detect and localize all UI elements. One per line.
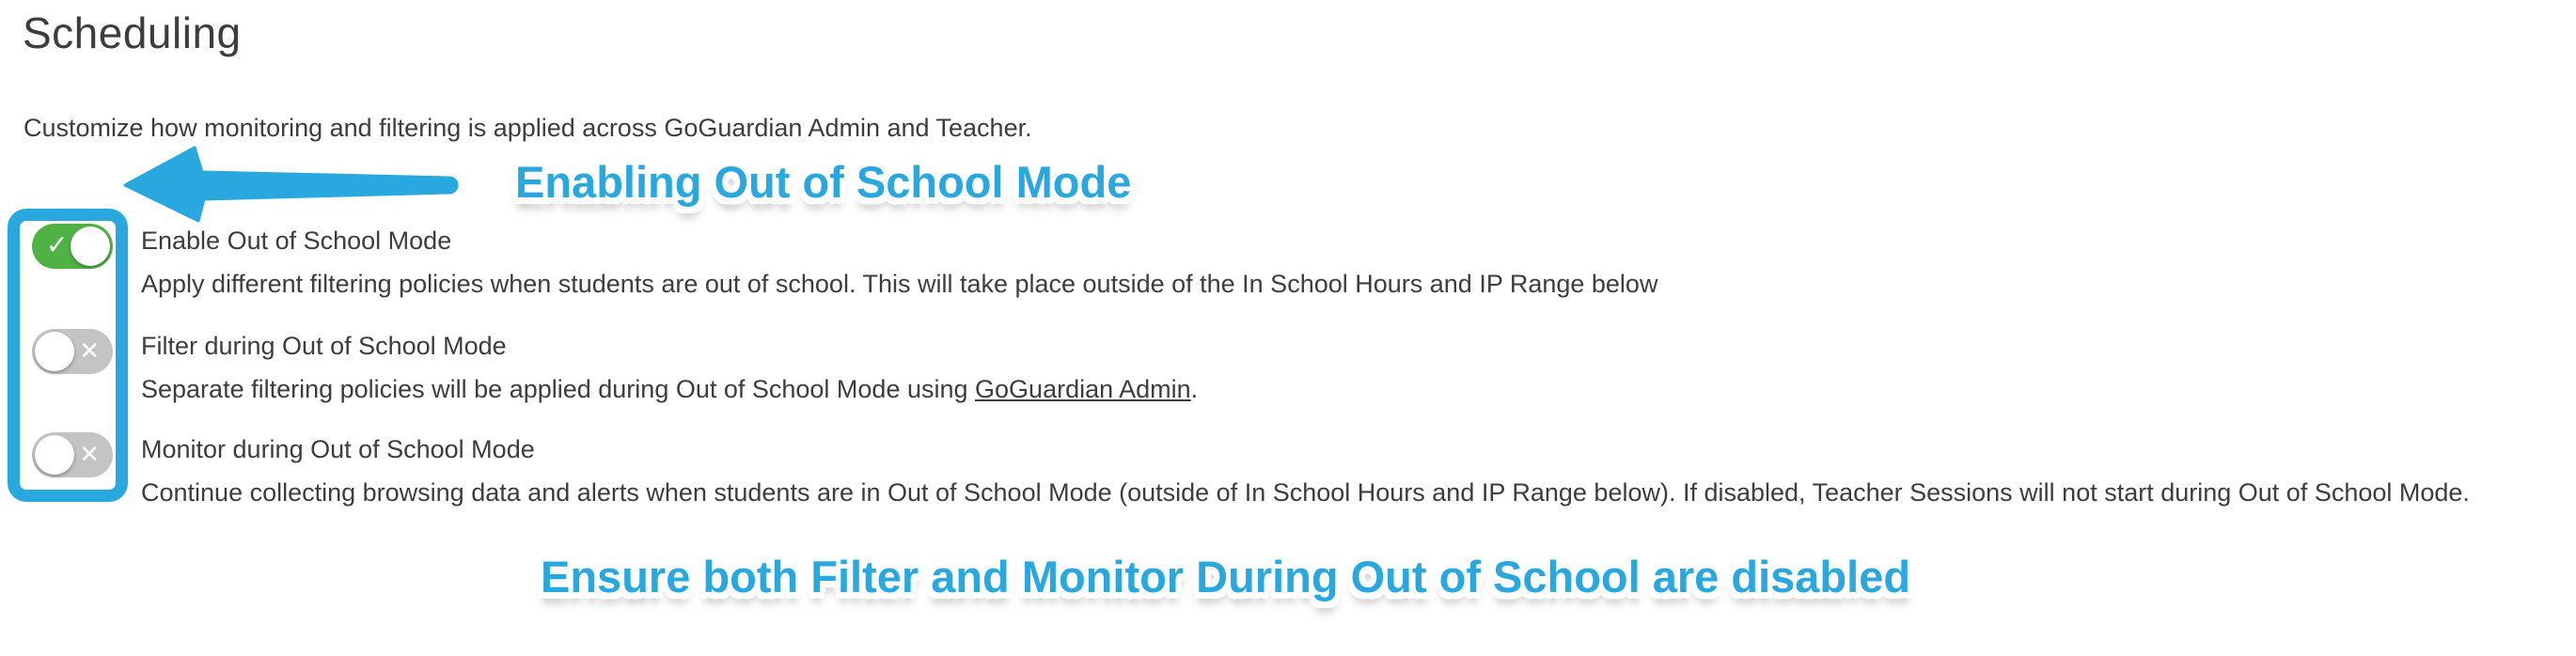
filter-during-out-of-school-mode-toggle[interactable] bbox=[32, 329, 113, 374]
monitor-during-out-of-school-mode-toggle[interactable] bbox=[32, 432, 113, 477]
setting-description bbox=[141, 367, 2529, 411]
check-icon: ✓ bbox=[46, 230, 69, 260]
setting-description: Continue collecting browsing data and alerts when students are in Out of School Mode (outside of In School Hours and IP Range below). If disabled, Teacher Sessions will not start during Out of School Mode. bbox=[141, 478, 2470, 507]
toggle-knob bbox=[71, 226, 110, 266]
setting-row-enable-out-of-school bbox=[141, 219, 2529, 305]
page-title: Scheduling bbox=[23, 8, 242, 57]
setting-row-monitor-during-out-of-school bbox=[141, 428, 2529, 514]
x-icon: ✕ bbox=[79, 440, 100, 469]
x-icon: ✕ bbox=[79, 336, 100, 366]
annotation-bottom-callout: Ensure both Filter and Monitor During Out of School are disabled bbox=[541, 552, 1911, 601]
setting-description-text: Separate filtering policies will be applied during Out of School Mode using bbox=[141, 375, 976, 403]
toggle-knob bbox=[35, 435, 74, 475]
setting-row-filter-during-out-of-school bbox=[141, 324, 2529, 411]
toggle-knob bbox=[35, 332, 74, 371]
page-subtitle: Customize how monitoring and filtering is applied across GoGuardian Admin and Teacher. bbox=[24, 114, 1032, 142]
setting-description-period: . bbox=[1190, 375, 1199, 403]
enable-out-of-school-mode-toggle[interactable] bbox=[32, 224, 113, 269]
setting-label: Monitor during Out of School Mode bbox=[141, 435, 535, 463]
annotation-top-callout: Enabling Out of School Mode bbox=[515, 157, 1132, 207]
setting-label: Filter during Out of School Mode bbox=[141, 332, 507, 360]
setting-label: Enable Out of School Mode bbox=[141, 226, 452, 255]
setting-description: Apply different filtering policies when students are out of school. This will take place outside of the In School Hours and IP Range below bbox=[141, 270, 1658, 298]
goguardian-admin-link[interactable]: GoGuardian Admin bbox=[975, 375, 1191, 403]
